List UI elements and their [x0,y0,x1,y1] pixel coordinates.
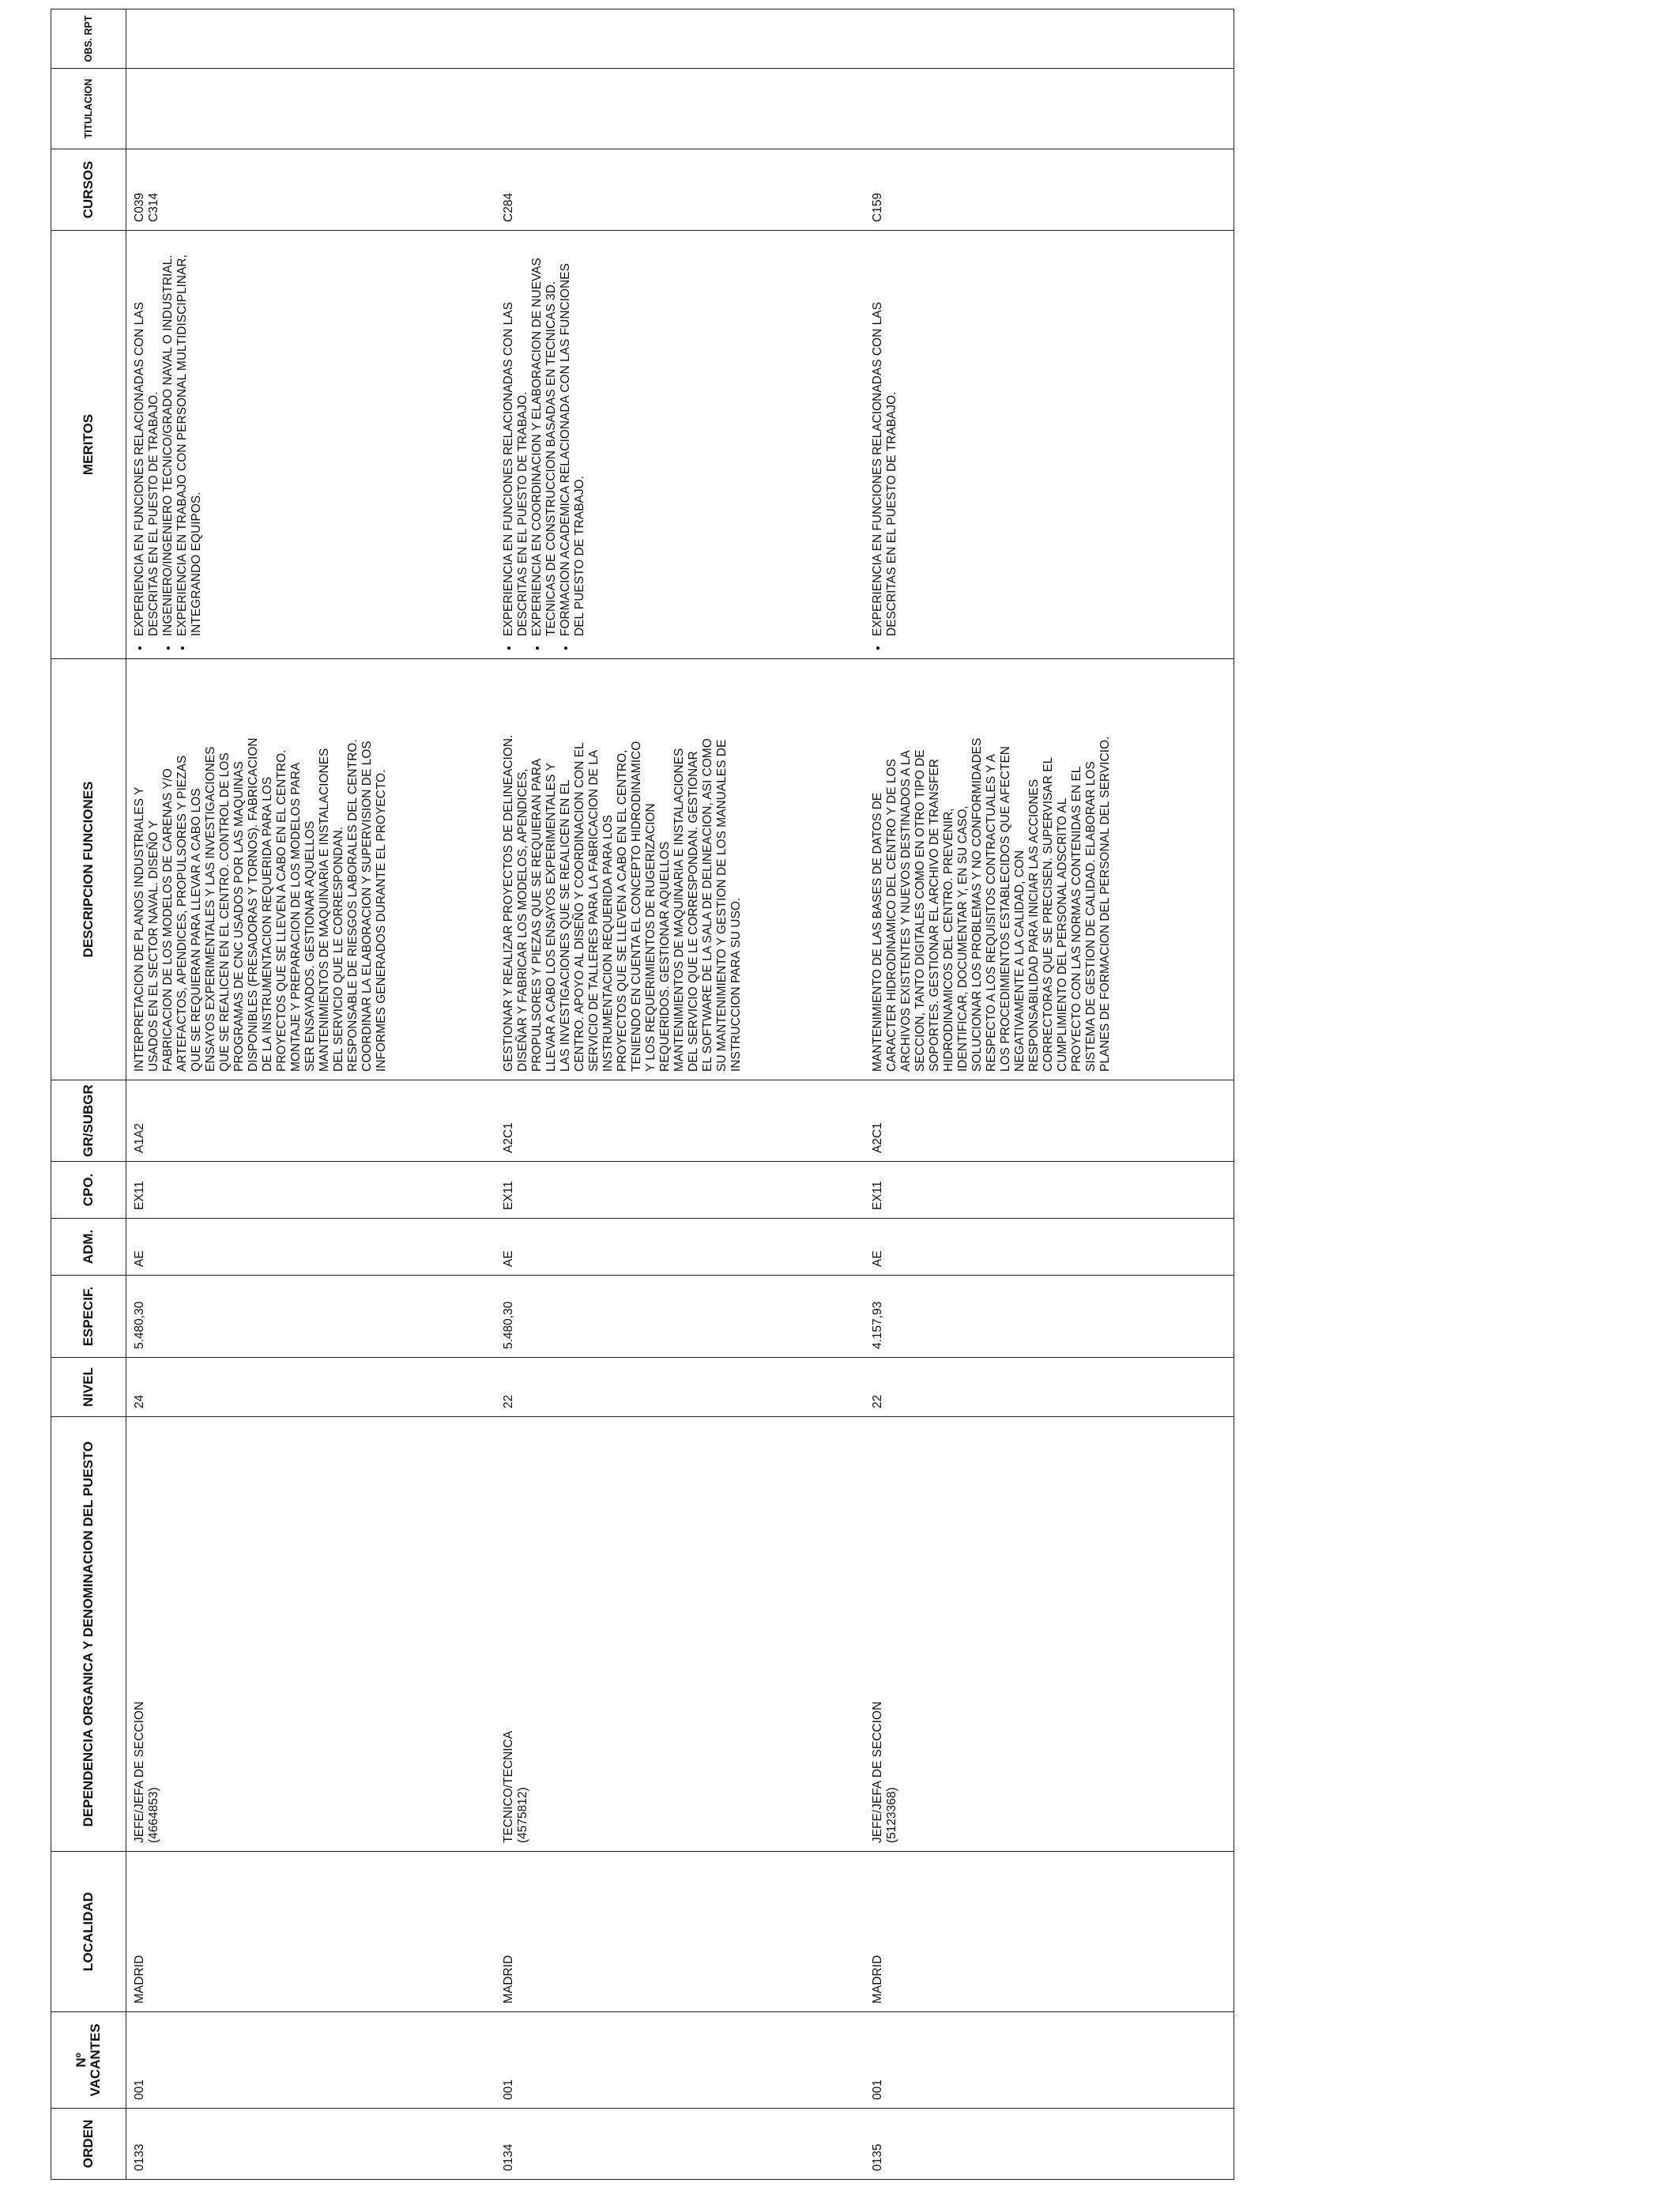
cell-especif: 4.157,93 [864,1276,1234,1358]
header-meritos: MERITOS [51,231,126,659]
cell-vacantes: 001 [864,2012,1234,2109]
cell-nivel: 22 [864,1358,1234,1417]
merito-item: • EXPERIENCIA EN FUNCIONES RELACIONADAS CON LAS DESCRITAS EN EL PUESTO DE TRABAJO. [502,239,530,638]
cell-cursos: C039 C314 [126,149,496,231]
cell-cpo: EX11 [495,1162,864,1219]
puestos-table [51,9,1234,2180]
cell-meritos [126,231,496,659]
cell-meritos [864,231,1234,659]
header-localidad: LOCALIDAD [51,1852,126,2012]
cell-grupo: A2C1 [864,1080,1234,1162]
header-adm: ADM. [51,1219,126,1276]
header-vacantes: Nº VACANTES [51,2012,126,2109]
meritos-list [502,239,587,650]
cell-descripcion: MANTENIMIENTO DE LAS BASES DE DATOS DE CARACTER HIDRODINAMICO DEL CENTRO Y DE LOS ARCHIVOS EXISTENTES Y NUEVOS DESTINADOS A LA SECCION, TANTO DIGITALES COMO EN OTRO TIPO DE SOPORTES. GESTIONAR EL ARCHIVO DE TRANSFER HIDRODINAMICOS DEL CENTRO. PREVENIR, IDENTIFICAR, DOCUMENTAR Y, EN SU CASO, SOLUCIONAR LOS PROBLEMAS Y NO CONFORMIDADES RESPECTO A LOS REQUISITOS CONTRACTUALES Y A LOS PROCEDIMIENTOS ESTABLECIDOS QUE AFECTEN NEGATIVAMENTE A LA CALIDAD, CON RESPONSABILIDAD PARA INICIAR LAS ACCIONES CORRECTORAS QUE SE PRECISEN. SUPERVISAR EL CUMPLIMIENTO DEL PERSONAL ADSCRITO AL PROYECTO CON LAS NORMAS CONTENIDAS EN EL SISTEMA DE GESTION DE CALIDAD. ELABORAR LOS PLANES DE FORMACION DEL PERSONAL DEL SERVICIO. [864,659,1234,1080]
table-row [126,9,496,2180]
cell-vacantes: 001 [126,2012,496,2109]
cell-nivel: 24 [126,1358,496,1417]
meritos-list [871,239,899,650]
cell-dependencia: JEFE/JEFA DE SECCION (4664853) [126,1417,496,1852]
cell-descripcion: INTERPRETACION DE PLANOS INDUSTRIALES Y USADOS EN EL SECTOR NAVAL. DISEÑO Y FABRICACION DE LOS MODELOS DE CARENAS Y/O ARTEFACTOS, APENDICES, PROPULSORES Y PIEZAS QUE SE REQUIERAN PARA LLEVAR A CABO LOS ENSAYOS EXPERIMENTALES Y LAS INVESTIGACIONES QUE SE REALICEN EN EL CENTRO. CONTROL DE LOS PROGRAMAS DE CNC USADOS POR LAS MAQUINAS DISPONIBLES (FRESADORAS Y TORNOS). FABRICACION DE LA INSTRUMENTACION REQUERIDA PARA LOS PROYECTOS QUE SE LLEVEN A CABO EN EL CENTRO. MONTAJE Y PREPARACION DE LOS MODELOS PARA SER ENSAYADOS. GESTIONAR AQUELLOS MANTENIMIENTOS DE MAQUINARIA E INSTALACIONES DEL SERVICIO QUE LE CORRESPONDAN. RESPONSABLE DE RIESGOS LABORALES DEL CENTRO. COORDINAR LA ELABORACION Y SUPERVISION DE LOS INFORMES GENERADOS DURANTE EL PROYECTO. [126,659,496,1080]
cell-titulacion [126,69,496,149]
cell-descripcion: GESTIONAR Y REALIZAR PROYECTOS DE DELINEACION. DISEÑAR Y FABRICAR LOS MODELOS, APENDICES, PROPULSORES Y PIEZAS QUE SE REQUIERAN PARA LLEVAR A CABO LOS ENSAYOS EXPERIMENTALES Y LAS INVESTIGACIONES QUE SE REALICEN EN EL CENTRO. APOYO AL DISEÑO Y COORDINACION CON EL SERVICIO DE TALLERES PARA LA FABRICACION DE LA INSTRUMENTACION REQUERIDA PARA LOS PROYECTOS QUE SE LLEVEN A CABO EN EL CENTRO, TENIENDO EN CUENTA EL CONCEPTO HIDRODINAMICO Y LOS REQUERIMIENTOS DE RUGERIZACION REQUERIDOS. GESTIONAR AQUELLOS MANTENIMIENTOS DE MAQUINARIA E INSTALACIONES DEL SERVICIO QUE LE CORRESPONDAN. GESTIONAR EL SOFTWARE DE LA SALA DE DELINEACION, ASI COMO SU MANTENIMIENTO Y GESTION DE LOS MANUALES DE INSTRUCCION PARA SU USO. [495,659,864,1080]
cell-adm: AE [126,1219,496,1276]
merito-item: • EXPERIENCIA EN COORDINACION Y ELABORACION DE NUEVAS TECNICAS DE CONSTRUCCION BASADAS EN TECNICAS 3D. [530,239,559,638]
cell-titulacion [864,69,1234,149]
header-titulacion: TITULACION [51,69,126,149]
header-especif: ESPECIF. [51,1276,126,1358]
cell-obs [864,9,1234,69]
header-dependencia: DEPENDENCIA ORGANICA Y DENOMINACION DEL PUESTO [51,1417,126,1852]
cell-meritos [495,231,864,659]
table-row [864,9,1234,2180]
meritos-list [133,239,204,650]
header-row [51,9,126,2180]
merito-item: • EXPERIENCIA EN TRABAJO CON PERSONAL MULTIDISCIPLINAR, INTEGRANDO EQUIPOS. [175,239,204,638]
cell-localidad: MADRID [864,1852,1234,2012]
cell-localidad: MADRID [126,1852,496,2012]
cell-obs [126,9,496,69]
cell-cursos: C284 [495,149,864,231]
cell-obs [495,9,864,69]
cell-orden: 0135 [864,2109,1234,2180]
merito-item: • INGENIERO/INGENIERO TECNICO/GRADO NAVAL O INDUSTRIAL. [161,239,175,638]
merito-item: • EXPERIENCIA EN FUNCIONES RELACIONADAS CON LAS DESCRITAS EN EL PUESTO DE TRABAJO. [871,239,899,638]
cell-grupo: A2C1 [495,1080,864,1162]
cell-especif: 5.480,30 [495,1276,864,1358]
header-cpo: CPO. [51,1162,126,1219]
cell-localidad: MADRID [495,1852,864,2012]
cell-cursos: C159 [864,149,1234,231]
cell-dependencia: TECNICO/TECNICA (4575812) [495,1417,864,1852]
cell-orden: 0133 [126,2109,496,2180]
cell-nivel: 22 [495,1358,864,1417]
cell-grupo: A1A2 [126,1080,496,1162]
cell-titulacion [495,69,864,149]
cell-adm: AE [864,1219,1234,1276]
merito-item: • EXPERIENCIA EN FUNCIONES RELACIONADAS CON LAS DESCRITAS EN EL PUESTO DE TRABAJO. [133,239,161,638]
cell-cpo: EX11 [864,1162,1234,1219]
header-nivel: NIVEL [51,1358,126,1417]
cell-especif: 5.480,30 [126,1276,496,1358]
cell-dependencia: JEFE/JEFA DE SECCION (5123368) [864,1417,1234,1852]
header-obs: OBS. RPT [51,9,126,69]
table-row [495,9,864,2180]
cell-adm: AE [495,1219,864,1276]
cell-orden: 0134 [495,2109,864,2180]
header-descripcion: DESCRIPCION FUNCIONES [51,659,126,1080]
header-cursos: CURSOS [51,149,126,231]
header-grupo: GR/SUBGR [51,1080,126,1162]
cell-cpo: EX11 [126,1162,496,1219]
merito-item: • FORMACION ACADEMICA RELACIONADA CON LAS FUNCIONES DEL PUESTO DE TRABAJO. [559,239,587,638]
cell-vacantes: 001 [495,2012,864,2109]
header-orden: ORDEN [51,2109,126,2180]
